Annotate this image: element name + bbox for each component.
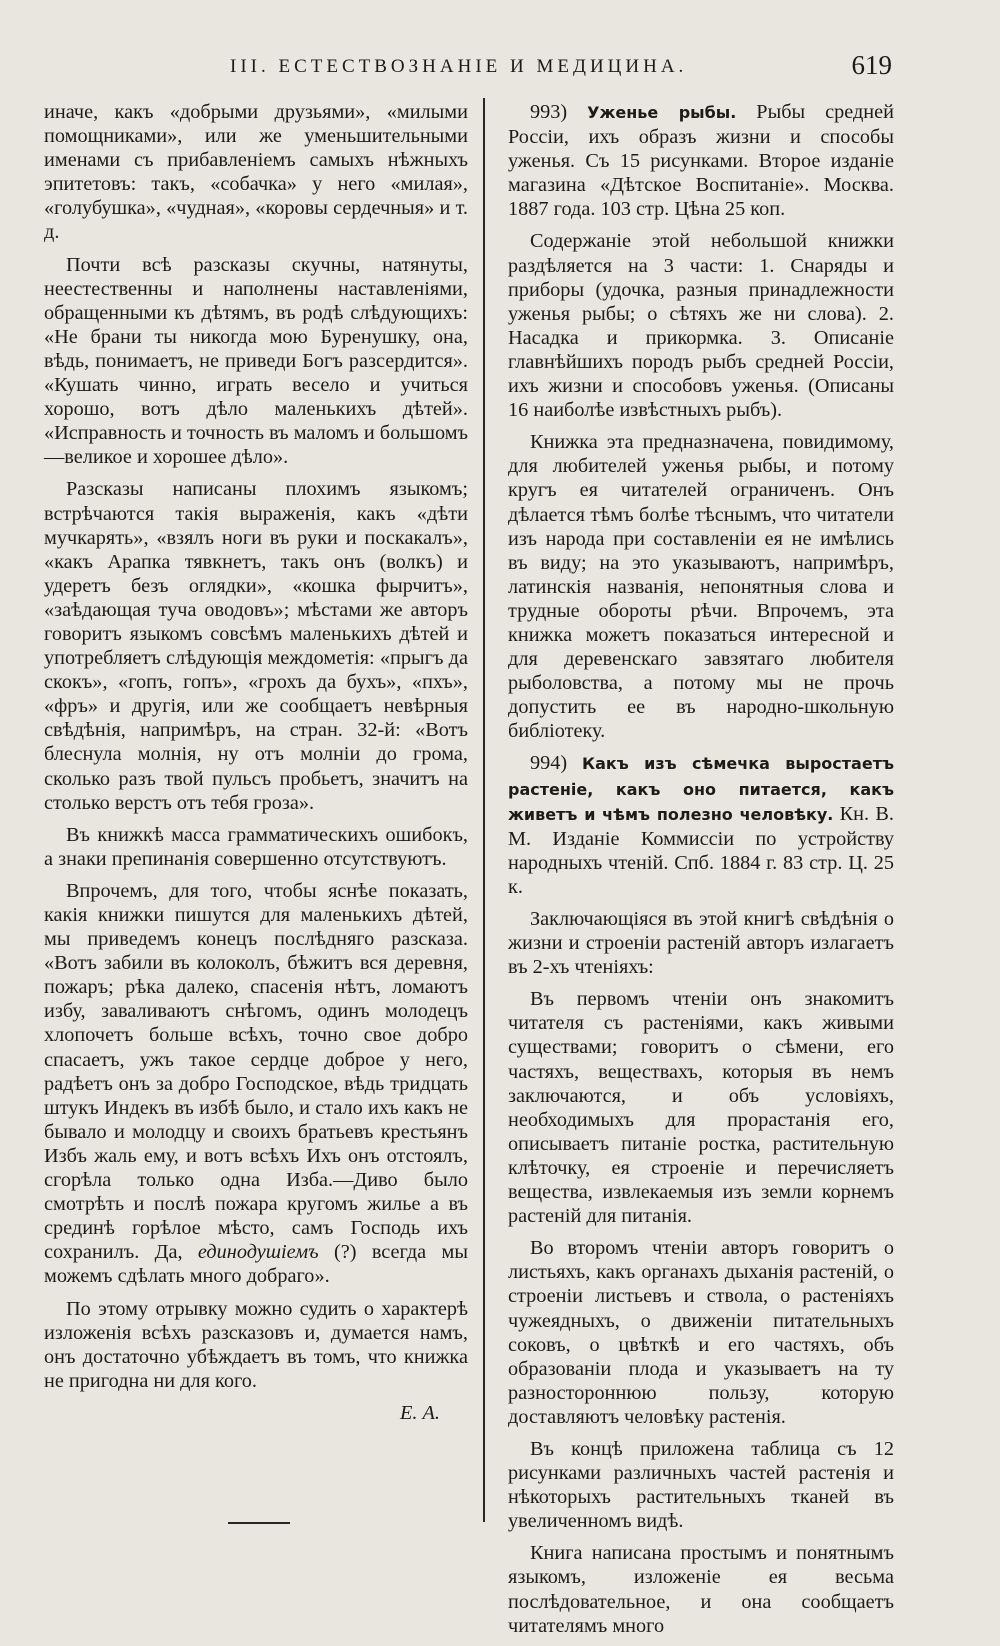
paragraph: Въ концѣ приложена таблица съ 12 рисунками различныхъ частей растенія и нѣкоторыхъ растительныхъ тканей въ увеличенномъ видѣ. bbox=[508, 1437, 894, 1533]
review-signature: Е. А. bbox=[400, 1401, 440, 1424]
paragraph: Въ первомъ чтеніи онъ знакомитъ читателя съ растеніями, какъ живыми существами; говоритъ о сѣмени, его частяхъ, веществахъ, которыя въ немъ заключаются, и объ условіяхъ, необходимыхъ для прорастанія его, описываетъ питаніе ростка, растительную клѣточку, ея строеніе и перечисляетъ вещества, извлекаемыя изъ земли корнемъ растеній для питанія. bbox=[508, 988, 894, 1228]
paragraph: Содержаніе этой небольшой книжки раздѣляется на 3 части: 1. Снаряды и приборы (удочка, разныя принадлежности уженья рыбы; о сѣтяхъ же ни слова). 2. Насадка и прикормка. 3. Описаніе главнѣйшихъ породъ рыбъ средней Россіи, ихъ жизни и способовъ уженья. (Описаны 16 наиболѣе извѣстныхъ рыбъ). bbox=[508, 230, 894, 422]
right-column bbox=[508, 100, 894, 1646]
left-column bbox=[44, 100, 468, 1433]
paragraph: Разсказы написаны плохимъ языкомъ; встрѣчаются такія выраженія, какъ «дѣти мучкарять», «взялъ ноги въ руки и поскакалъ», «какъ Арапка тявкнетъ, такъ онъ (волкъ) и удеретъ безъ оглядки», «кошка фырчитъ», «заѣдающая туча оводовъ»; мѣстами же авторъ говоритъ языкомъ совсѣмъ маленькихъ дѣтей и употребляетъ слѣдующія междометія: «прыгъ да скокъ», «гопъ, гопъ», «грохъ да бухъ», «пхъ», «фръ» и другія, или же сообщаетъ невѣрныя свѣдѣнія, напримѣръ, на стран. 32-й: «Вотъ блеснула молнія, ну отъ молніи до грома, сколько разъ твой пульсъ пробьетъ, значитъ на столько верстъ отъ тебя гроза». bbox=[44, 478, 468, 814]
entry-title: Уженье рыбы. bbox=[587, 103, 737, 122]
entry-bibliography: Рыбы средней Россіи, ихъ образъ жизни и способы уженья. Съ 15 рисунками. Второе изданіе магазина «Дѣтское Воспитаніе». Москва. 1887 года. 103 стр. Цѣна 25 коп. bbox=[508, 101, 894, 221]
page-number: 619 bbox=[851, 50, 892, 80]
entry-title: Какъ изъ сѣмечка выростаетъ растеніе, какъ оно питается, какъ живетъ и чѣмъ полезно человѣку. bbox=[508, 754, 894, 824]
entry-number: 994) bbox=[530, 752, 568, 775]
paragraph: Въ книжкѣ масса грамматическихъ ошибокъ, а знаки препинанія совершенно отсутствуютъ. bbox=[44, 823, 468, 870]
paragraph: Заключающіяся въ этой книгѣ свѣдѣнія о жизни и строеніи растеній авторъ излагаетъ въ 2-хъ чтеніяхъ: bbox=[508, 908, 894, 979]
entry-993 bbox=[508, 100, 894, 221]
entry-number: 993) bbox=[530, 101, 568, 123]
paragraph: Книга написана простымъ и понятнымъ языкомъ, изложеніе ея весьма послѣдовательное, и она сообщаетъ читателямъ много bbox=[508, 1542, 894, 1637]
paragraph-text: Впрочемъ, для того, чтобы яснѣе показать, какія книжки пишутся для маленькихъ дѣтей, мы приведемъ конецъ послѣдняго разсказа. «Вотъ забили въ колоколъ, бѣжитъ вся деревня, пожаръ; рѣка далеко, спасенія нѣтъ, ломаютъ избу, заваливаютъ снѣгомъ, одинъ молодецъ хлопочетъ больше всѣхъ, точно свое добро спасаетъ, ужъ такое сердце доброе у него, радѣетъ онъ за добро Господское, вѣдь тридцать штукъ Индекъ въ избѣ было, и стало ихъ какъ не бывало и молодцу и своихъ братьевъ крестьянъ Избъ жаль ему, и вотъ всѣхъ Ихъ онъ отстоялъ, сгорѣла только одна Изба.—Диво было смотрѣть и послѣ пожара кругомъ жилье а въ срединѣ горѣлое мѣсто, самъ Господь ихъ сохранилъ. Да, bbox=[44, 879, 468, 1264]
entry-bibliography: Кн. В. М. Изданіе Коммиссіи по устройству народныхъ чтеній. Спб. 1884 г. 83 стр. Ц. 25 к. bbox=[508, 802, 894, 898]
paragraph: Почти всѣ разсказы скучны, натянуты, неестественны и наполнены наставленіями, обращенными къ дѣтямъ, въ родѣ слѣдующихъ: «Не брани ты никогда мою Буренушку, она, вѣдь, понимаетъ, не приведи Богъ разсердится». «Кушать чинно, играть весело и учиться хорошо, вотъ дѣло маленькихъ дѣтей». «Исправность и точность въ маломъ и большомъ—великое и хорошее дѣло». bbox=[44, 253, 469, 469]
page-header bbox=[0, 50, 1000, 90]
paragraph: иначе, какъ «добрыми друзьями», «милыми помощниками», или же уменьшительными именами съ прибавленіемъ самыхъ нѣжныхъ эпитетовъ: такъ, «собачка» у него «милая», «голубушка», «чудная», «коровы сердечныя» и т. д. bbox=[44, 101, 468, 244]
entry-994 bbox=[508, 751, 894, 899]
paragraph: Во второмъ чтеніи авторъ говоритъ о листьяхъ, какъ органахъ дыханія растеній, о строеніи листьевъ и ствола, о растеніяхъ чужеядныхъ, о движеніи питательныхъ соковъ, о цвѣткѣ и его частяхъ, объ образованіи плода и указываетъ на ту разностороннюю пользу, которую доставляютъ человѣку растенія. bbox=[508, 1237, 894, 1428]
paragraph-text-end: (?) всегда мы можемъ сдѣлать много добраго». bbox=[44, 1241, 468, 1288]
italic-word: единодушіемъ bbox=[197, 1241, 319, 1264]
end-rule bbox=[228, 1522, 290, 1524]
section-title: III. ЕСТЕСТВОЗНАНІЕ И МЕДИЦИНА. bbox=[230, 56, 688, 77]
paragraph: Книжка эта предназначена, повидимому, для любителей уженья рыбы, и потому кругъ ея читателей ограниченъ. Онъ дѣлается тѣмъ болѣе тѣснымъ, что читатели изъ народа при составленіи ея не имѣлись въ виду; на это указываютъ, напримѣръ, латинскія названія, непонятныя слова и трудные обороты рѣчи. Впрочемъ, эта книжка можетъ показаться интересной и для деревенскаго завзятаго любителя рыболовства, а потому мы не прочь допустить ее въ народно-школьную библіотеку. bbox=[508, 431, 894, 743]
paragraph: По этому отрывку можно судить о характерѣ изложенія всѣхъ разсказовъ и, думается намъ, онъ достаточно убѣждаетъ въ томъ, что книжка не пригодна ни для кого. bbox=[44, 1297, 468, 1392]
paragraph bbox=[44, 879, 468, 1289]
column-divider bbox=[483, 98, 485, 1522]
